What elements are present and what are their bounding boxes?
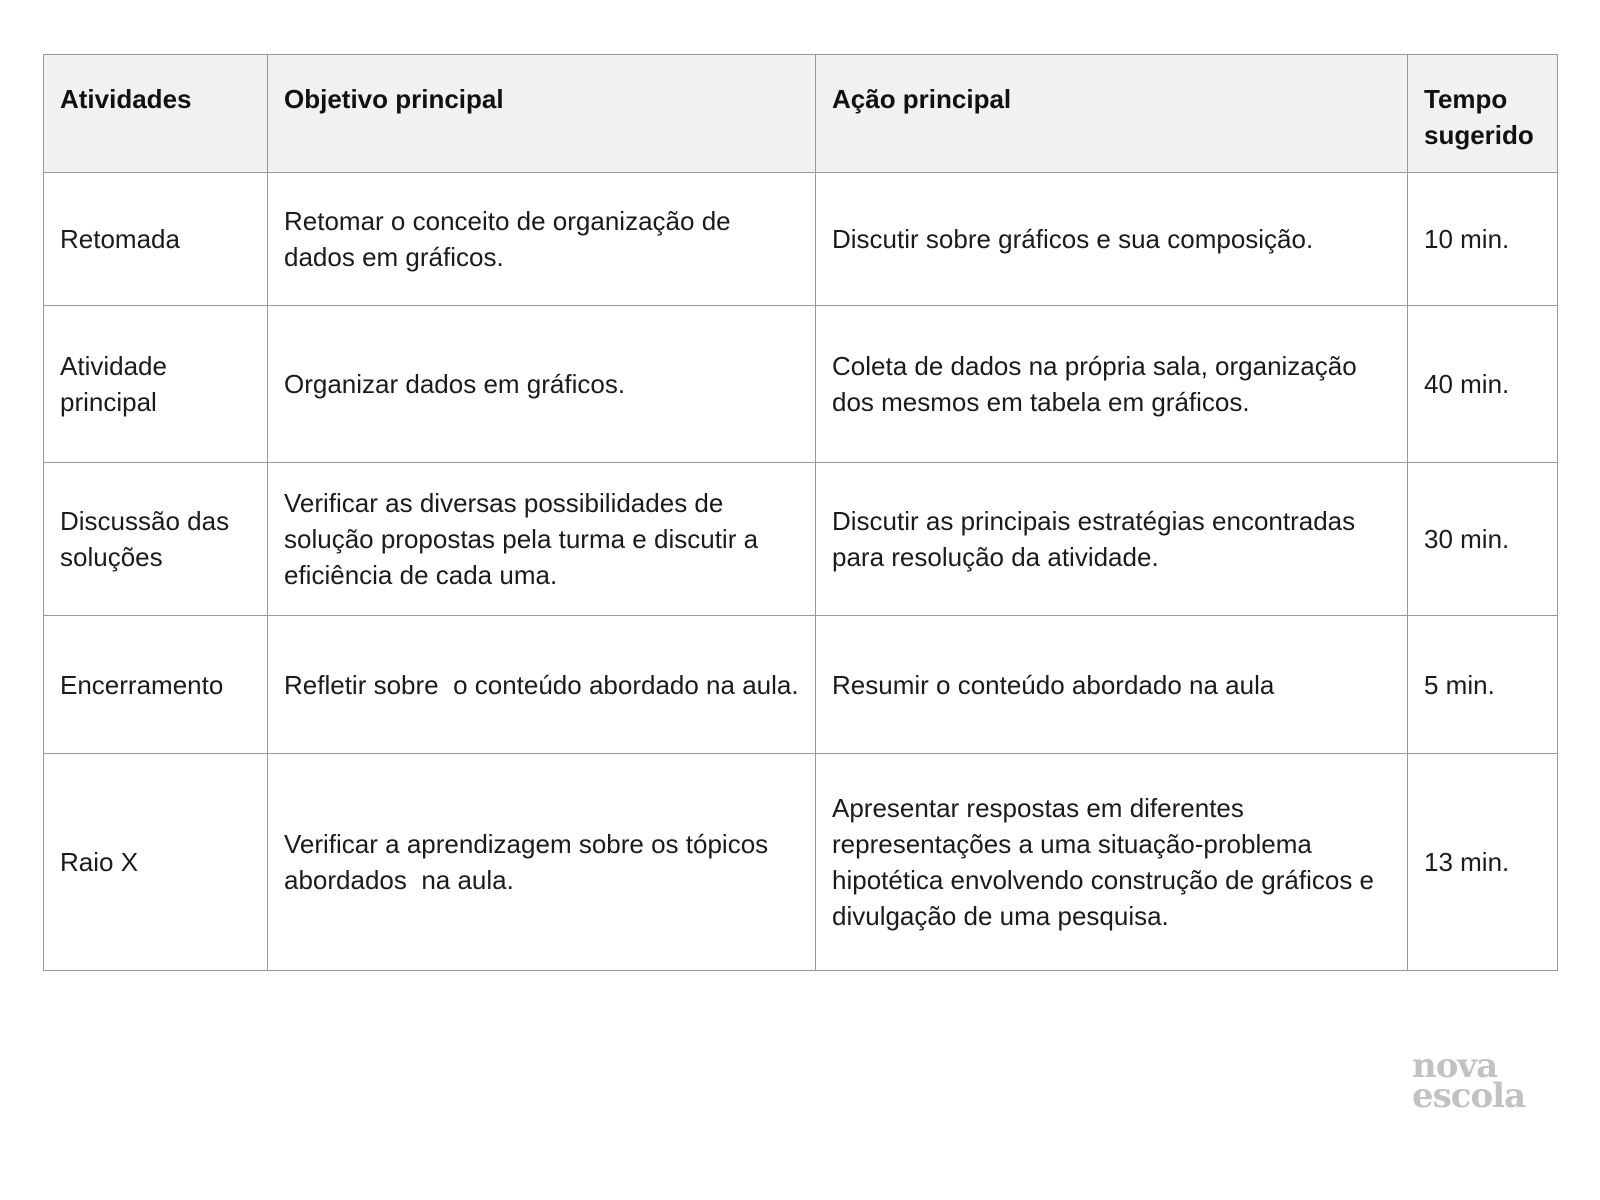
cell-time: 13 min. xyxy=(1408,754,1558,971)
cell-action: Resumir o conteúdo abordado na aula xyxy=(816,616,1408,754)
header-cell-tempo-sugerido: Tempo sugerido xyxy=(1408,55,1558,173)
cell-activity: Retomada xyxy=(44,173,268,306)
header-cell-acao-principal: Ação principal xyxy=(816,55,1408,173)
cell-activity: Atividade principal xyxy=(44,306,268,463)
cell-objective: Organizar dados em gráficos. xyxy=(268,306,816,463)
logo-word-nova: nova xyxy=(1412,1046,1498,1086)
table-row-encerramento xyxy=(44,616,1558,754)
cell-action: Coleta de dados na própria sala, organização dos mesmos em tabela em gráficos. xyxy=(816,306,1408,463)
nova-escola-logo xyxy=(1412,1046,1526,1116)
activities-table xyxy=(43,54,1558,971)
cell-activity: Raio X xyxy=(44,754,268,971)
header-cell-objetivo-principal: Objetivo principal xyxy=(268,55,816,173)
table-row-atividade-principal xyxy=(44,306,1558,463)
logo-word-escola: escola xyxy=(1412,1076,1526,1116)
cell-activity: Encerramento xyxy=(44,616,268,754)
table-row-retomada xyxy=(44,173,1558,306)
cell-objective: Verificar a aprendizagem sobre os tópicos abordados na aula. xyxy=(268,754,816,971)
table-header-row xyxy=(44,55,1558,173)
cell-action: Apresentar respostas em diferentes representações a uma situação-problema hipotética envolvendo construção de gráficos e divulgação de uma pesquisa. xyxy=(816,754,1408,971)
table-row-discussao-das-solucoes xyxy=(44,463,1558,616)
cell-objective: Retomar o conceito de organização de dados em gráficos. xyxy=(268,173,816,306)
header-cell-atividades: Atividades xyxy=(44,55,268,173)
cell-objective: Refletir sobre o conteúdo abordado na aula. xyxy=(268,616,816,754)
cell-time: 40 min. xyxy=(1408,306,1558,463)
cell-time: 10 min. xyxy=(1408,173,1558,306)
table-row-raio-x xyxy=(44,754,1558,971)
cell-time: 30 min. xyxy=(1408,463,1558,616)
cell-action: Discutir sobre gráficos e sua composição. xyxy=(816,173,1408,306)
cell-action: Discutir as principais estratégias encontradas para resolução da atividade. xyxy=(816,463,1408,616)
cell-time: 5 min. xyxy=(1408,616,1558,754)
cell-objective: Verificar as diversas possibilidades de solução propostas pela turma e discutir a eficiência de cada uma. xyxy=(268,463,816,616)
cell-activity: Discussão das soluções xyxy=(44,463,268,616)
